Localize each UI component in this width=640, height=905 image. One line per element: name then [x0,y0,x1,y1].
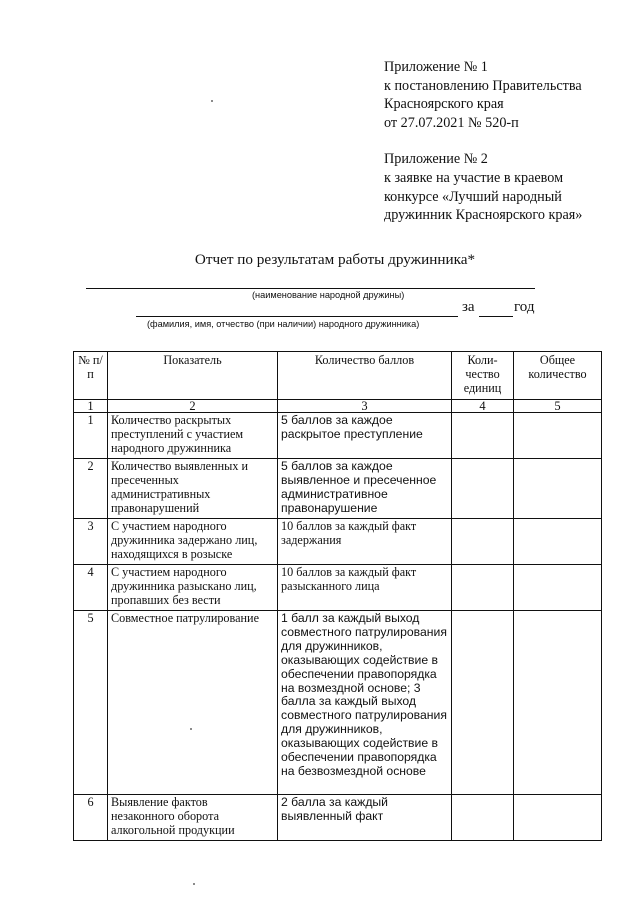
appendix2-line2: к заявке на участие в краевом [384,169,564,186]
year-label: год [514,299,535,315]
za-label: за [462,299,475,315]
druzhina-name-caption: (наименование народной дружины) [252,290,405,300]
druzhina-name-line [86,288,535,289]
row-total [514,413,602,459]
row-num: 4 [74,565,108,611]
page-title: Отчет по результатам работы дружинника* [194,251,476,268]
row-num: 1 [74,413,108,459]
row-units [452,519,514,565]
column-number-row [74,400,602,413]
row-total [514,795,602,841]
appendix1-line4: от 27.07.2021 № 520-п [384,114,519,131]
row-units [452,795,514,841]
appendix1-line2: к постановлению Правительства [384,77,582,94]
row-points: 5 баллов за каждое раскрытое преступление [278,413,452,459]
row-total [514,519,602,565]
fio-line [136,316,458,317]
appendix1-line1: Приложение № 1 [384,59,488,75]
row-units [452,611,514,795]
row-points: 5 баллов за каждое выявленное и пресеченное административное правонарушение [278,459,452,519]
row-points: 10 баллов за каждый факт задержания [278,519,452,565]
row-indicator: С участием народного дружинника задержано лиц, находящихся в розыске [108,519,278,565]
row-indicator: С участием народного дружинника разыскано лиц, пропавших без вести [108,565,278,611]
col-number: 3 [278,400,452,413]
table-row [74,565,602,611]
col-number: 5 [514,400,602,413]
results-table [73,351,602,841]
appendix2-line3: конкурсе «Лучший народный [384,188,562,205]
row-total [514,565,602,611]
row-total [514,459,602,519]
table-row [74,611,602,795]
header-indicator: Показатель [108,352,278,400]
fio-caption: (фамилия, имя, отчество (при наличии) народного дружинника) [147,319,420,329]
table-row [74,795,602,841]
row-num: 2 [74,459,108,519]
scan-speck [193,883,195,885]
row-num: 5 [74,611,108,795]
header-points: Количество баллов [278,352,452,400]
table-header-row [74,352,602,400]
row-num: 6 [74,795,108,841]
col-number: 1 [74,400,108,413]
appendix-header [384,58,582,225]
row-indicator: Количество выявленных и пресеченных административных правонарушений [108,459,278,519]
header-num: № п/п [74,352,108,400]
table-row [74,459,602,519]
appendix2-line4: дружинник Красноярского края» [384,207,583,224]
table-row [74,519,602,565]
row-points: 1 балл за каждый выход совместного патрулирования для дружинников, оказывающих содействие в обеспечении правопорядка на возмездной основе; 3 балла за каждый выход совместного патрулирования для дружинников, оказывающих содействие в обеспечении правопорядка на безвозмездной основе [278,611,452,795]
row-units [452,459,514,519]
row-num: 3 [74,519,108,565]
row-indicator: Выявление фактов незаконного оборота алкогольной продукции [108,795,278,841]
scan-speck [190,728,192,730]
scan-speck [211,100,213,102]
row-indicator: Количество раскрытых преступлений с участием народного дружинника [108,413,278,459]
row-points: 2 балла за каждый выявленный факт [278,795,452,841]
row-indicator: Совместное патрулирование [108,611,278,795]
col-number: 4 [452,400,514,413]
header-units: Коли-чество единиц [452,352,514,400]
col-number: 2 [108,400,278,413]
row-points: 10 баллов за каждый факт разысканного лица [278,565,452,611]
year-line [479,316,513,317]
table-row [74,413,602,459]
row-units [452,413,514,459]
row-total [514,611,602,795]
header-total: Общее количество [514,352,602,400]
appendix2-line1: Приложение № 2 [384,151,488,168]
appendix1-line3: Красноярского края [384,96,504,113]
row-units [452,565,514,611]
